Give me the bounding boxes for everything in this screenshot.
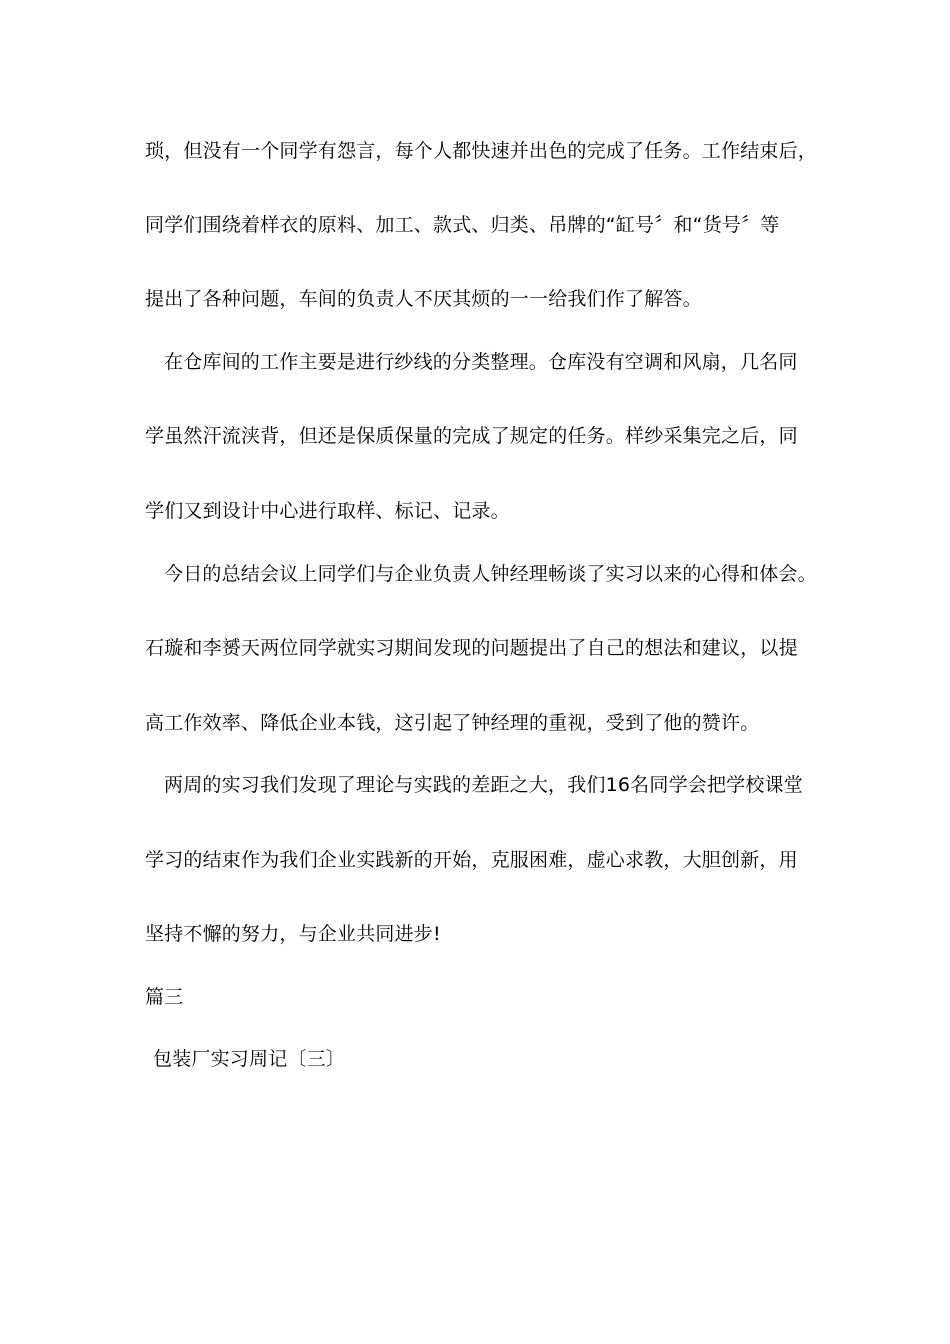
paragraph-line: 今日的总结会议上同学们与企业负责人钟经理畅谈了实习以来的心得和体会。 xyxy=(164,563,817,585)
paragraph-line: 石璇和李赟天两位同学就实习期间发现的问题提出了自己的想法和建议，以提 xyxy=(145,637,798,659)
paragraph-line: 两周的实习我们发现了理论与实践的差距之大，我们16名同学会把学校课堂 xyxy=(164,774,803,796)
paragraph-line: 学习的结束作为我们企业实践新的开始，克服困难，虚心求教，大胆创新，用 xyxy=(145,849,798,871)
paragraph-line: 学们又到设计中心进行取样、标记、记录。 xyxy=(145,500,510,522)
paragraph-line: 在仓库间的工作主要是进行纱线的分类整理。仓库没有空调和风扇，几名同 xyxy=(164,351,798,373)
document-subtitle: 包装厂实习周记〔三〕 xyxy=(153,1048,346,1070)
paragraph-line: 提出了各种问题，车间的负责人不厌其烦的一一给我们作了解答。 xyxy=(145,288,702,310)
paragraph-line: 琐，但没有一个同学有怨言，每个人都快速并出色的完成了任务。工作结束后， xyxy=(145,140,818,162)
section-heading: 篇三 xyxy=(145,986,184,1008)
paragraph-line: 学虽然汗流浃背，但还是保质保量的完成了规定的任务。样纱采集完之后，同 xyxy=(145,425,798,447)
paragraph-line: 同学们围绕着样衣的原料、加工、款式、归类、吊牌的“缸号〞和“货号〞等 xyxy=(145,214,780,236)
paragraph-line: 坚持不懈的努力，与企业共同进步! xyxy=(145,923,441,945)
paragraph-line: 高工作效率、降低企业本钱，这引起了钟经理的重视，受到了他的赞许。 xyxy=(145,712,760,734)
